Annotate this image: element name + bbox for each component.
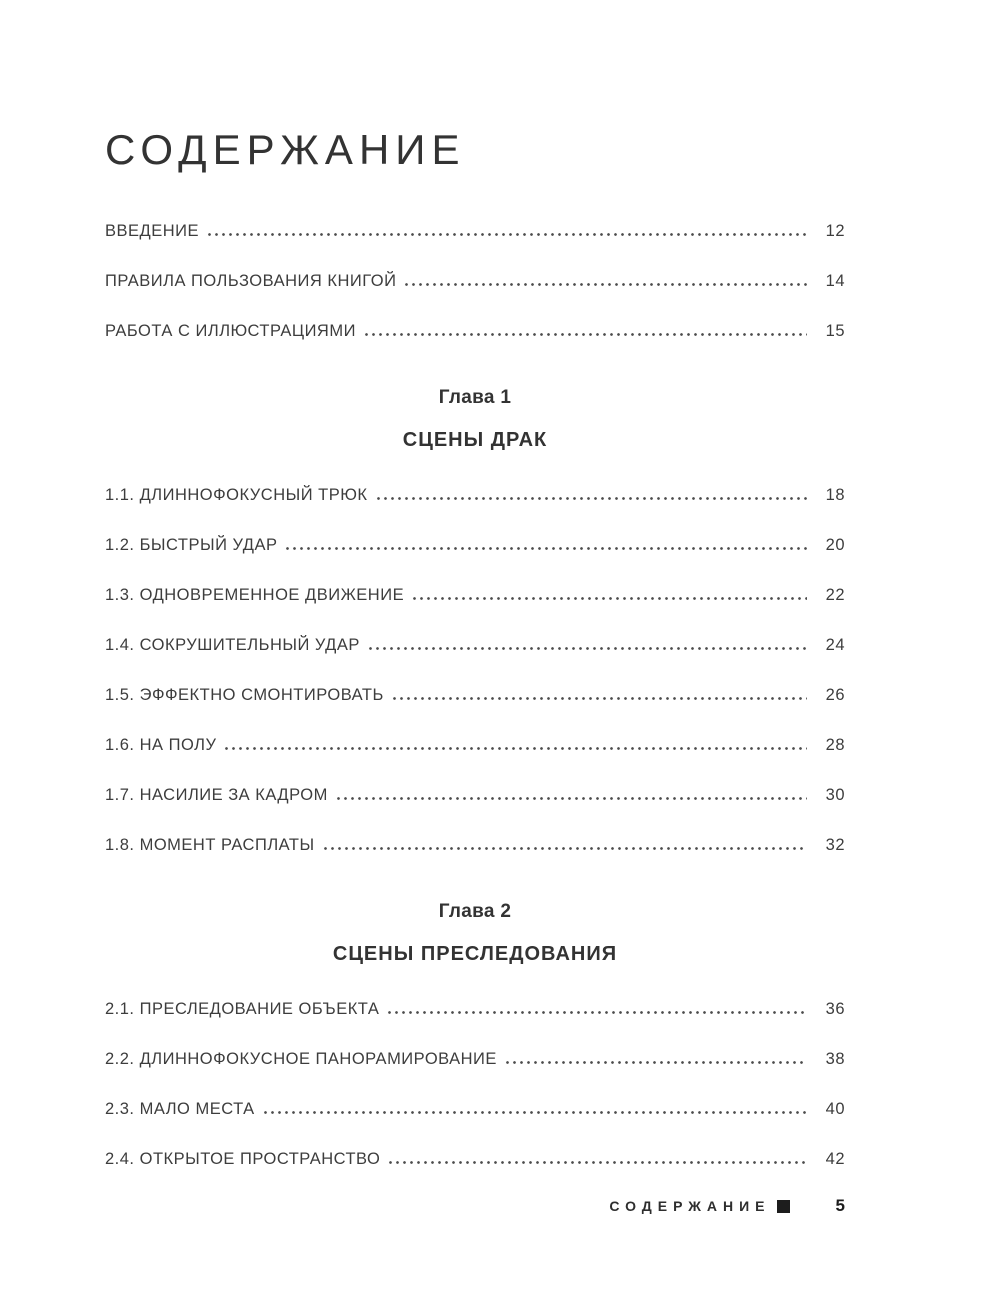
toc-entry-row [105,536,845,555]
entry-label: 1.7. НАСИЛИЕ ЗА КАДРОМ [105,786,328,804]
entry-page-number: 30 [825,786,845,804]
toc-entry-row [105,1150,845,1169]
toc-entry-row [105,1050,845,1069]
entry-page-number: 38 [825,1050,845,1068]
entry-page-number: 28 [825,736,845,754]
footer-square-icon [777,1200,790,1213]
chapter-2-section [105,901,845,1169]
dot-leader [225,747,807,750]
entry-label: ПРАВИЛА ПОЛЬЗОВАНИЯ КНИГОЙ [105,272,397,290]
entry-label: 2.3. МАЛО МЕСТА [105,1100,255,1118]
chapter-1-section [105,387,845,855]
entry-page-number: 15 [825,322,845,340]
dot-leader [369,647,807,650]
toc-entry-row [105,686,845,705]
page-footer [609,1196,845,1216]
toc-entry-row [105,586,845,605]
entry-label: 1.1. ДЛИННОФОКУСНЫЙ ТРЮК [105,486,368,504]
entry-page-number: 14 [825,272,845,290]
dot-leader [264,1111,807,1114]
entry-page-number: 32 [825,836,845,854]
dot-leader [393,697,807,700]
page-title: СОДЕРЖАНИЕ [105,126,466,173]
entry-page-number: 20 [825,536,845,554]
dot-leader [377,497,807,500]
toc-entry-row [105,786,845,805]
entry-label: 1.3. ОДНОВРЕМЕННОЕ ДВИЖЕНИЕ [105,586,405,604]
dot-leader [324,847,807,850]
entry-label: 1.4. СОКРУШИТЕЛЬНЫЙ УДАР [105,636,360,654]
chapter-1-entry-list [105,486,845,855]
entry-page-number: 26 [825,686,845,704]
footer-page-number: 5 [835,1196,845,1215]
dot-leader [506,1061,807,1064]
dot-leader [413,597,807,600]
chapter-1-title: СЦЕНЫ ДРАК [402,429,548,451]
toc-entry-row [105,836,845,855]
entry-label: 1.8. МОМЕНТ РАСПЛАТЫ [105,836,315,854]
footer-running-title: СОДЕРЖАНИЕ [609,1198,771,1214]
toc-entry-row [105,222,845,241]
entry-label: 1.6. НА ПОЛУ [105,736,217,754]
entry-label: 2.2. ДЛИННОФОКУСНОЕ ПАНОРАМИРОВАНИЕ [105,1050,497,1068]
toc-entry-row [105,636,845,655]
chapter-2-entry-list [105,1000,845,1169]
entry-page-number: 40 [825,1100,845,1118]
entry-page-number: 22 [825,586,845,604]
dot-leader [208,233,807,236]
toc-entry-row [105,486,845,505]
toc-entry-row [105,272,845,291]
entry-page-number: 36 [825,1000,845,1018]
chapter-1-number: Глава 1 [438,387,512,408]
entry-label: 2.4. ОТКРЫТОЕ ПРОСТРАНСТВО [105,1150,381,1168]
entry-label: 1.2. БЫСТРЫЙ УДАР [105,536,278,554]
dot-leader [388,1011,807,1014]
dot-leader [389,1161,807,1164]
entry-label: 2.1. ПРЕСЛЕДОВАНИЕ ОБЪЕКТА [105,1000,380,1018]
dot-leader [286,547,807,550]
entry-page-number: 42 [825,1150,845,1168]
dot-leader [405,283,807,286]
entry-label: РАБОТА С ИЛЛЮСТРАЦИЯМИ [105,322,356,340]
chapter-2-number: Глава 2 [438,901,512,922]
dot-leader [365,333,807,336]
entry-page-number: 12 [825,222,845,240]
entry-page-number: 24 [825,636,845,654]
toc-entry-row [105,736,845,755]
toc-entry-row [105,322,845,341]
toc-entry-row [105,1000,845,1019]
chapter-2-title: СЦЕНЫ ПРЕСЛЕДОВАНИЯ [332,943,618,965]
dot-leader [337,797,807,800]
toc-entry-row [105,1100,845,1119]
entry-page-number: 18 [825,486,845,504]
entry-label: ВВЕДЕНИЕ [105,222,199,240]
entry-label: 1.5. ЭФФЕКТНО СМОНТИРОВАТЬ [105,686,384,704]
front-matter-list [105,222,845,341]
